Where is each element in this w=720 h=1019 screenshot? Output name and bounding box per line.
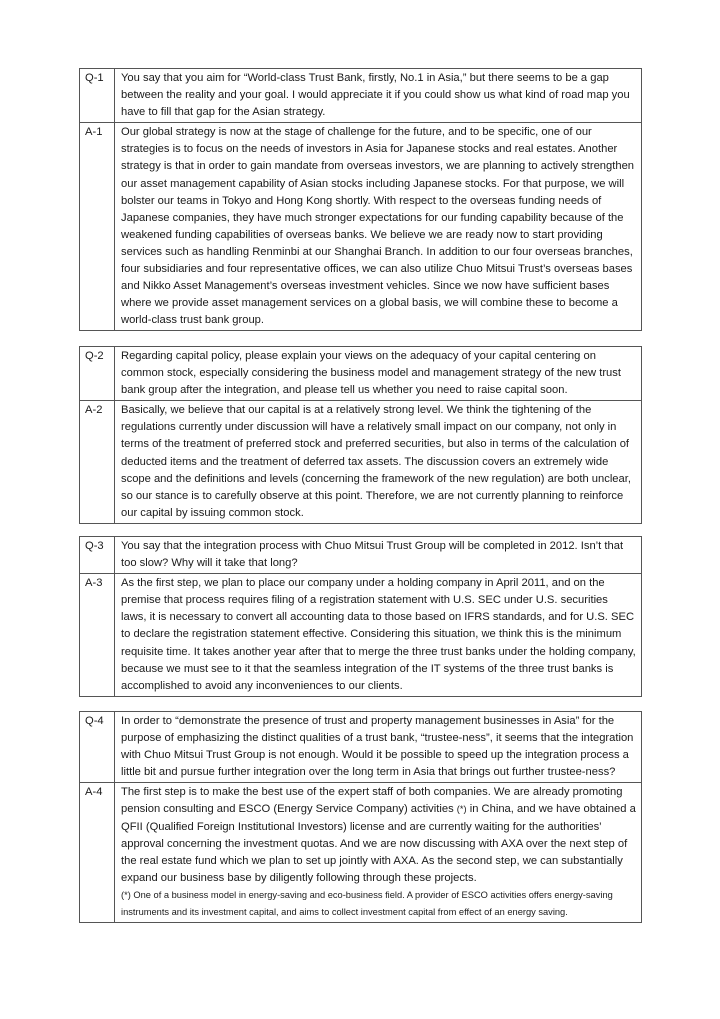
qa-table-1: [79, 68, 642, 331]
answer-label: A-4: [80, 783, 115, 923]
footnote-text: (*) One of a business model in energy-saving and eco-business field. A provider of ESCO activities offers energy-saving instruments and its investment capital, and aims to collect investment capital from effect of an energy saving.: [121, 889, 613, 918]
answer-label: A-1: [80, 123, 115, 331]
answer-row: [80, 783, 642, 923]
qa-table-3: [79, 536, 642, 697]
answer-cell: [115, 783, 642, 923]
question-label: Q-3: [80, 537, 115, 574]
question-text: You say that you aim for “World-class Trust Bank, firstly, No.1 in Asia,” but there seems to be a gap between the reality and your goal. I would appreciate it if you could show us what kind of road map you have to fill that gap for the Asian strategy.: [115, 69, 642, 123]
answer-row: [80, 123, 642, 331]
answer-text-part-1: The first step is to make the best use of the expert staff of both companies. We are already promoting pension consulting and ESCO (Energy Service Company) activities: [121, 786, 623, 816]
question-text: You say that the integration process with Chuo Mitsui Trust Group will be completed in 2012. Isn’t that too slow? Why will it take that long?: [115, 537, 642, 574]
question-row: [80, 347, 642, 401]
question-text: In order to “demonstrate the presence of trust and property management businesses in Asia” for the purpose of emphasizing the distinct qualities of a trust bank, “trustee-ness”, it seems that the integration with Chuo Mitsui Trust Group is not enough. Would it be possible to speed up the integration process a little bit and pursue further integration over the long term in Asia that brings out further trustee-ness?: [115, 712, 642, 783]
answer-text: As the first step, we plan to place our company under a holding company in April 2011, and on the premise that process requires filing of a registration statement with U.S. SEC under U.S. securities laws, it is necessary to convert all accounting data to those based on IFRS standards, and for U.S. SEC to declare the registration statement effective. Considering this situation, we think this is the minimum requisite time. It takes another year after that to merge the three trust banks under the holding company, because we must see to it that the seamless integration of the IT systems of the three trust banks is accomplished to avoid any inconveniences to our clients.: [115, 574, 642, 697]
question-row: [80, 537, 642, 574]
answer-text: Basically, we believe that our capital is at a relatively strong level. We think the tightening of the regulations currently under discussion will have a relatively small impact on our company, not only in terms of the treatment of preferred stock and preferred securities, but also in terms of the calculation of deducted items and the treatment of deferred tax assets. The discussion covers an extremely wide scope and the definitions and levels (concerning the framework of the new regulation) are both unclear, so our stance is to carefully observe at this point. Therefore, we are not currently planning to reinforce our capital by issuing common stock.: [115, 401, 642, 524]
qa-table-4: [79, 711, 642, 923]
answer-label: A-2: [80, 401, 115, 524]
answer-label: A-3: [80, 574, 115, 697]
answer-row: [80, 401, 642, 524]
question-row: [80, 69, 642, 123]
question-text: Regarding capital policy, please explain your views on the adequacy of your capital centering on common stock, especially considering the business model and management strategy of the new trust bank group after the integration, and please tell us whether you need to raise capital soon.: [115, 347, 642, 401]
question-label: Q-1: [80, 69, 115, 123]
question-row: [80, 712, 642, 783]
footnote-marker: (*): [456, 804, 467, 815]
question-label: Q-2: [80, 347, 115, 401]
answer-text-part-2: in China, and we have obtained a QFII (Qualified Foreign Institutional Investors) license and are currently waiting for the authorities’ approval concerning the investment quotas. And we are now discussing with AXA over the next step of the real estate fund which we plan to set up jointly with AXA. As the second step, we can substantially expand our business base by diligently following through these projects.: [121, 803, 636, 884]
answer-text: Our global strategy is now at the stage of challenge for the future, and to be specific, one of our strategies is to focus on the needs of investors in Asia for Japanese stocks and real estates. Another strategy is that in order to gain mandate from overseas investors, we are planning to actively strengthen our asset management capability of Asian stocks including Japanese stocks. For that purpose, we will bolster our teams in Tokyo and Hong Kong shortly. With respect to the overseas funding needs of Japanese companies, they have much stronger expectations for our funding capability because of the weakened funding capabilities of overseas banks. We believe we are ready now to start providing services such as handling Renminbi at our Shanghai Branch. In addition to our four overseas branches, four subsidiaries and four representative offices, we can also utilize Chuo Mitsui Trust’s overseas bases and Nikko Asset Management’s overseas investment vehicles. Since we now have sufficient bases where we provide asset management services on a global basis, we will combine these to become a world-class trust bank group.: [115, 123, 642, 331]
question-label: Q-4: [80, 712, 115, 783]
qa-table-2: [79, 346, 642, 524]
answer-row: [80, 574, 642, 697]
